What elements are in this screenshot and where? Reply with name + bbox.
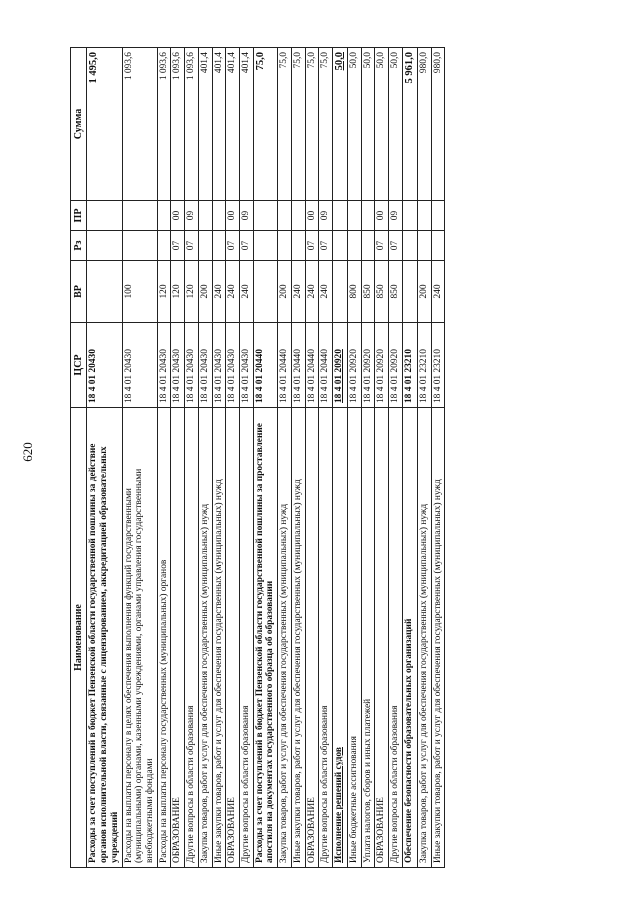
cell-rz	[417, 231, 431, 261]
cell-rz: 07	[305, 231, 319, 261]
cell-name: Другие вопросы в области образования	[389, 408, 403, 868]
cell-sum: 50,0	[361, 48, 375, 201]
cell-name	[333, 408, 348, 868]
cell-rz	[253, 231, 277, 261]
cell-csr: 18 4 01 20920	[389, 323, 403, 408]
cell-name: Другие вопросы в области образования	[240, 408, 254, 868]
cell-sum: 1 495,0	[87, 48, 122, 201]
cell-rz: 07	[226, 231, 240, 261]
cell-csr: 18 4 01 20440	[278, 323, 292, 408]
table-row	[305, 48, 319, 868]
cell-rz	[278, 231, 292, 261]
cell-pr	[348, 201, 362, 231]
cell-rz	[361, 231, 375, 261]
table-row	[87, 48, 122, 868]
cell-csr: 18 4 01 20430	[122, 323, 157, 408]
cell-sum: 401,4	[226, 48, 240, 201]
cell-name: ОБРАЗОВАНИЕ	[226, 408, 240, 868]
cell-name: Закупка товаров, работ и услуг для обеспечения государственных (муниципальных) нужд	[198, 408, 212, 868]
cell-sum: 75,0	[278, 48, 292, 201]
table-row	[389, 48, 403, 868]
cell-pr	[291, 201, 305, 231]
cell-sum: 75,0	[291, 48, 305, 201]
table-row	[240, 48, 254, 868]
header-vr: ВР	[71, 261, 87, 323]
cell-name: ОБРАЗОВАНИЕ	[305, 408, 319, 868]
cell-vr: 120	[157, 261, 171, 323]
cell-vr: 120	[171, 261, 185, 323]
cell-vr: 800	[348, 261, 362, 323]
cell-name-text: Исполнение решений судов	[334, 747, 345, 863]
cell-rz	[348, 231, 362, 261]
cell-sum: 401,4	[198, 48, 212, 201]
cell-pr	[157, 201, 171, 231]
cell-pr: 00	[305, 201, 319, 231]
cell-rz	[212, 231, 226, 261]
cell-csr: 18 4 01 20430	[198, 323, 212, 408]
cell-csr: 18 4 01 20430	[226, 323, 240, 408]
cell-sum	[333, 48, 348, 201]
header-pr: ПР	[71, 201, 87, 231]
cell-pr	[361, 201, 375, 231]
cell-sum: 401,4	[240, 48, 254, 201]
cell-vr: 240	[305, 261, 319, 323]
cell-rz	[291, 231, 305, 261]
cell-vr: 850	[375, 261, 389, 323]
cell-csr: 18 4 01 20430	[87, 323, 122, 408]
cell-pr	[87, 201, 122, 231]
budget-table-rotated-container	[70, 48, 615, 868]
header-sum: Сумма	[71, 48, 87, 201]
cell-name: ОБРАЗОВАНИЕ	[375, 408, 389, 868]
cell-csr: 18 4 01 20920	[361, 323, 375, 408]
cell-vr: 120	[185, 261, 199, 323]
cell-name: Иные закупки товаров, работ и услуг для обеспечения государственных (муниципальных) нужд	[212, 408, 226, 868]
table-row	[226, 48, 240, 868]
table-header	[71, 48, 87, 868]
cell-sum-text: 50,0	[334, 52, 346, 71]
cell-rz: 07	[185, 231, 199, 261]
cell-sum: 1 093,6	[185, 48, 199, 201]
cell-csr: 18 4 01 20430	[171, 323, 185, 408]
cell-name: ОБРАЗОВАНИЕ	[171, 408, 185, 868]
table-row	[431, 48, 445, 868]
cell-name: Закупка товаров, работ и услуг для обеспечения государственных (муниципальных) нужд	[278, 408, 292, 868]
cell-csr: 18 4 01 20440	[319, 323, 333, 408]
cell-csr: 18 4 01 23210	[402, 323, 417, 408]
cell-vr: 240	[212, 261, 226, 323]
cell-vr: 200	[198, 261, 212, 323]
table-row	[171, 48, 185, 868]
cell-rz	[87, 231, 122, 261]
cell-pr	[402, 201, 417, 231]
cell-pr	[278, 201, 292, 231]
table-row	[212, 48, 226, 868]
cell-vr: 850	[389, 261, 403, 323]
cell-pr: 00	[226, 201, 240, 231]
cell-sum: 980,0	[431, 48, 445, 201]
cell-sum: 1 093,6	[157, 48, 171, 201]
cell-sum: 1 093,6	[122, 48, 157, 201]
cell-name: Иные бюджетные ассигнования	[348, 408, 362, 868]
cell-vr	[333, 261, 348, 323]
cell-csr: 18 4 01 23210	[417, 323, 431, 408]
table-row	[417, 48, 431, 868]
cell-rz: 07	[319, 231, 333, 261]
cell-name: Расходы за счет поступлений в бюджет Пензенской области государственной пошлины за действие органов исполнительной власти, связанные с лицензированием, аккредитацией образовательных учреждений	[87, 408, 122, 868]
cell-name: Закупка товаров, работ и услуг для обеспечения государственных (муниципальных) нужд	[417, 408, 431, 868]
cell-vr: 240	[319, 261, 333, 323]
cell-csr: 18 4 01 20440	[253, 323, 277, 408]
cell-pr	[417, 201, 431, 231]
page-number: 620	[20, 442, 35, 462]
cell-name: Иные закупки товаров, работ и услуг для обеспечения государственных (муниципальных) нужд	[431, 408, 445, 868]
cell-vr: 240	[226, 261, 240, 323]
cell-csr: 18 4 01 20430	[185, 323, 199, 408]
cell-pr: 00	[171, 201, 185, 231]
table-row	[278, 48, 292, 868]
cell-sum: 75,0	[253, 48, 277, 201]
table-row	[348, 48, 362, 868]
cell-vr	[87, 261, 122, 323]
table-row	[361, 48, 375, 868]
cell-vr: 100	[122, 261, 157, 323]
cell-pr	[333, 201, 348, 231]
cell-pr: 09	[389, 201, 403, 231]
cell-name: Уплата налогов, сборов и иных платежей	[361, 408, 375, 868]
cell-rz	[157, 231, 171, 261]
cell-vr	[402, 261, 417, 323]
cell-csr: 18 4 01 20440	[305, 323, 319, 408]
table-row	[253, 48, 277, 868]
cell-vr: 240	[291, 261, 305, 323]
cell-csr: 18 4 01 23210	[431, 323, 445, 408]
cell-pr	[212, 201, 226, 231]
header-rz: Рз	[71, 231, 87, 261]
cell-sum: 75,0	[305, 48, 319, 201]
cell-pr: 00	[375, 201, 389, 231]
cell-sum: 5 961,0	[402, 48, 417, 201]
cell-pr	[122, 201, 157, 231]
cell-csr: 18 4 01 20430	[157, 323, 171, 408]
cell-pr	[431, 201, 445, 231]
cell-sum: 75,0	[319, 48, 333, 201]
cell-vr: 850	[361, 261, 375, 323]
cell-pr: 09	[185, 201, 199, 231]
cell-rz: 07	[375, 231, 389, 261]
header-csr: ЦСР	[71, 323, 87, 408]
cell-vr: 240	[240, 261, 254, 323]
table-row	[122, 48, 157, 868]
cell-csr: 18 4 01 20920	[375, 323, 389, 408]
cell-pr	[253, 201, 277, 231]
cell-sum: 50,0	[375, 48, 389, 201]
cell-csr: 18 4 01 20430	[240, 323, 254, 408]
cell-sum: 50,0	[348, 48, 362, 201]
cell-name: Другие вопросы в области образования	[319, 408, 333, 868]
cell-rz: 07	[240, 231, 254, 261]
cell-vr: 200	[417, 261, 431, 323]
cell-vr: 240	[431, 261, 445, 323]
cell-csr: 18 4 01 20920	[348, 323, 362, 408]
cell-name: Иные закупки товаров, работ и услуг для обеспечения государственных (муниципальных) нужд	[291, 408, 305, 868]
cell-rz: 07	[171, 231, 185, 261]
cell-name: Расходы на выплаты персоналу в целях обеспечения выполнения функций государственными (муниципальными) органами, казенными учреждениями, органами управления государственными внебюджетными фондами	[122, 408, 157, 868]
table-row	[291, 48, 305, 868]
cell-sum: 1 093,6	[171, 48, 185, 201]
cell-sum: 980,0	[417, 48, 431, 201]
cell-pr: 09	[319, 201, 333, 231]
cell-name: Расходы за счет поступлений в бюджет Пензенской области государственной пошлины за проставление апостиля на документах государственного образца об образовании	[253, 408, 277, 868]
cell-csr: 18 4 01 20440	[291, 323, 305, 408]
cell-name: Обеспечение безопасности образовательных организаций	[402, 408, 417, 868]
cell-sum: 50,0	[389, 48, 403, 201]
cell-rz: 07	[389, 231, 403, 261]
header-name: Наименование	[71, 408, 87, 868]
cell-rz	[431, 231, 445, 261]
header-row	[71, 48, 87, 868]
table-row	[319, 48, 333, 868]
cell-pr	[198, 201, 212, 231]
cell-csr	[333, 323, 348, 408]
cell-rz	[333, 231, 348, 261]
cell-vr: 200	[278, 261, 292, 323]
cell-rz	[402, 231, 417, 261]
cell-pr: 09	[240, 201, 254, 231]
cell-vr	[253, 261, 277, 323]
cell-sum: 401,4	[212, 48, 226, 201]
table-row	[333, 48, 348, 868]
table-row	[157, 48, 171, 868]
cell-rz	[198, 231, 212, 261]
cell-csr-text: 18 4 01 20920	[334, 349, 345, 403]
table-row	[375, 48, 389, 868]
table-row	[185, 48, 199, 868]
budget-table	[70, 47, 445, 868]
table-row	[402, 48, 417, 868]
cell-csr: 18 4 01 20430	[212, 323, 226, 408]
cell-name: Расходы на выплаты персоналу государственных (муниципальных) органов	[157, 408, 171, 868]
table-row	[198, 48, 212, 868]
cell-rz	[122, 231, 157, 261]
cell-name: Другие вопросы в области образования	[185, 408, 199, 868]
